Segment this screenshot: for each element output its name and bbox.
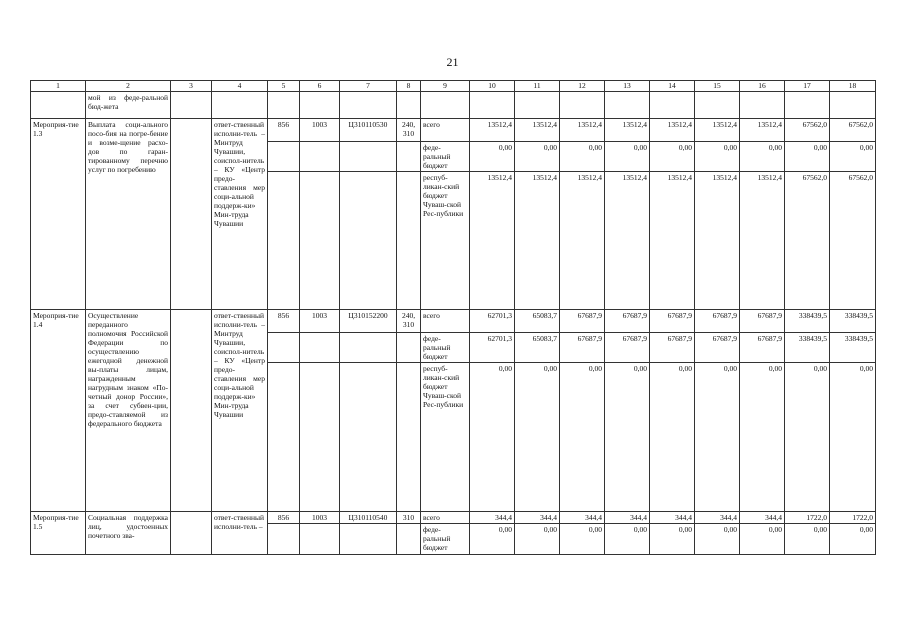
vr-code: 240, 310	[397, 119, 421, 142]
csr-code: Ц310110530	[340, 119, 397, 142]
column-number: 3	[171, 81, 212, 92]
value-cell: 67687,9	[695, 310, 740, 333]
value-cell: 67562,0	[830, 172, 876, 310]
column-number: 17	[785, 81, 830, 92]
funding-source: феде-ральный бюджет	[421, 142, 470, 172]
value-cell: 0,00	[470, 363, 515, 512]
column-number: 2	[86, 81, 171, 92]
value-cell: 65083,7	[515, 333, 560, 363]
vr-code: 240, 310	[397, 310, 421, 333]
value-cell: 67687,9	[650, 333, 695, 363]
value-cell: 344,4	[650, 512, 695, 524]
value-cell: 0,00	[785, 142, 830, 172]
executor: ответ-ственный исполни-тель –	[212, 512, 268, 555]
event-block-1-4	[31, 310, 876, 512]
column-number: 15	[695, 81, 740, 92]
table-row	[31, 512, 876, 524]
column-number: 1	[31, 81, 86, 92]
empty-cell	[171, 119, 212, 310]
value-cell: 13512,4	[695, 119, 740, 142]
funding-source: всего	[421, 310, 470, 333]
executor: ответ-ственный исполни-тель – Минтруд Чувашии, соиспол-нитель – КУ «Центр предо-ставления мер соци-альной поддерж-ки» Мин-труда Чувашии	[212, 310, 268, 512]
value-cell: 0,00	[470, 524, 515, 555]
value-cell: 344,4	[740, 512, 785, 524]
budget-table	[30, 80, 876, 555]
funding-source: респуб-ликан-ский бюджет Чуваш-ской Рес-публики	[421, 172, 470, 310]
value-cell: 0,00	[695, 142, 740, 172]
event-block-1-5	[31, 512, 876, 555]
value-cell: 338439,5	[830, 333, 876, 363]
grbs-code: 856	[268, 512, 300, 524]
value-cell: 67562,0	[830, 119, 876, 142]
csr-code: Ц310110540	[340, 512, 397, 524]
column-number: 7	[340, 81, 397, 92]
value-cell: 0,00	[785, 524, 830, 555]
value-cell: 67687,9	[695, 333, 740, 363]
funding-source: респуб-ликан-ский бюджет Чуваш-ской Рес-публики	[421, 363, 470, 512]
continuation-row	[31, 92, 876, 119]
value-cell: 0,00	[605, 142, 650, 172]
value-cell: 13512,4	[650, 172, 695, 310]
event-number: Мероприя-тие 1.5	[31, 512, 86, 555]
event-block-1-3	[31, 119, 876, 310]
column-number: 13	[605, 81, 650, 92]
value-cell: 344,4	[560, 512, 605, 524]
value-cell: 67687,9	[560, 310, 605, 333]
rzpr-code: 1003	[300, 119, 340, 142]
value-cell: 344,4	[605, 512, 650, 524]
value-cell: 0,00	[605, 524, 650, 555]
empty-cell	[171, 310, 212, 512]
value-cell: 13512,4	[650, 119, 695, 142]
table-row	[31, 310, 876, 333]
value-cell: 13512,4	[695, 172, 740, 310]
value-cell: 67687,9	[740, 333, 785, 363]
value-cell: 13512,4	[470, 119, 515, 142]
empty-cell	[171, 512, 212, 555]
column-number: 14	[650, 81, 695, 92]
column-number: 10	[470, 81, 515, 92]
value-cell: 338439,5	[785, 310, 830, 333]
column-number-row	[31, 81, 876, 92]
column-number: 5	[268, 81, 300, 92]
value-cell: 0,00	[650, 142, 695, 172]
executor: ответ-ственный исполни-тель – Минтруд Чувашии, соиспол-нитель – КУ «Центр предо-ставления мер соци-альной поддерж-ки» Мин-труда Чувашии	[212, 119, 268, 310]
value-cell: 67687,9	[605, 333, 650, 363]
value-cell: 13512,4	[740, 172, 785, 310]
value-cell: 0,00	[605, 363, 650, 512]
column-number: 12	[560, 81, 605, 92]
value-cell: 1722,0	[785, 512, 830, 524]
grbs-code: 856	[268, 310, 300, 333]
value-cell: 13512,4	[560, 119, 605, 142]
value-cell: 67562,0	[785, 119, 830, 142]
value-cell: 344,4	[515, 512, 560, 524]
table-row	[31, 119, 876, 142]
value-cell: 344,4	[470, 512, 515, 524]
value-cell: 67687,9	[560, 333, 605, 363]
value-cell: 0,00	[695, 363, 740, 512]
funding-source: всего	[421, 119, 470, 142]
funding-source: феде-ральный бюджет	[421, 524, 470, 555]
value-cell: 338439,5	[785, 333, 830, 363]
value-cell: 0,00	[830, 142, 876, 172]
funding-source: феде-ральный бюджет	[421, 333, 470, 363]
rzpr-code: 1003	[300, 310, 340, 333]
column-number: 18	[830, 81, 876, 92]
value-cell: 0,00	[515, 363, 560, 512]
value-cell: 0,00	[830, 363, 876, 512]
value-cell: 0,00	[515, 142, 560, 172]
value-cell: 338439,5	[830, 310, 876, 333]
value-cell: 13512,4	[740, 119, 785, 142]
value-cell: 0,00	[740, 142, 785, 172]
value-cell: 13512,4	[605, 119, 650, 142]
value-cell: 13512,4	[470, 172, 515, 310]
value-cell: 65083,7	[515, 310, 560, 333]
value-cell: 67562,0	[785, 172, 830, 310]
value-cell: 67687,9	[650, 310, 695, 333]
event-number: Мероприя-тие 1.4	[31, 310, 86, 512]
value-cell: 62701,3	[470, 333, 515, 363]
value-cell: 0,00	[515, 524, 560, 555]
value-cell: 0,00	[650, 363, 695, 512]
value-cell: 0,00	[830, 524, 876, 555]
column-number: 16	[740, 81, 785, 92]
column-number: 8	[397, 81, 421, 92]
value-cell: 1722,0	[830, 512, 876, 524]
value-cell: 13512,4	[515, 172, 560, 310]
value-cell: 13512,4	[560, 172, 605, 310]
column-number: 11	[515, 81, 560, 92]
value-cell: 13512,4	[515, 119, 560, 142]
event-name: мой из феде-ральной бюд-жета	[86, 92, 171, 119]
column-number: 4	[212, 81, 268, 92]
event-name: Осуществление переданного полномочия Российской Федерации по осуществлению ежегодной денежной вы-платы лицам, награжденным нагрудным знаком «По-четный донор России», за счет субвен-ции, предо-ставляемой из федерального бюджета	[86, 310, 171, 512]
value-cell: 62701,3	[470, 310, 515, 333]
grbs-code: 856	[268, 119, 300, 142]
event-name: Выплата соци-ального посо-бия на погре-бение и возме-щение расхо-дов по гаран-тированному перечню услуг по погребению	[86, 119, 171, 310]
column-number: 9	[421, 81, 470, 92]
value-cell: 0,00	[650, 524, 695, 555]
value-cell: 67687,9	[605, 310, 650, 333]
page-number: 21	[446, 55, 459, 69]
value-cell: 13512,4	[605, 172, 650, 310]
csr-code: Ц310152200	[340, 310, 397, 333]
value-cell: 0,00	[740, 363, 785, 512]
value-cell: 67687,9	[740, 310, 785, 333]
rzpr-code: 1003	[300, 512, 340, 524]
column-number: 6	[300, 81, 340, 92]
event-name: Социальная поддержка лиц, удостоенных почетного зва-	[86, 512, 171, 555]
event-number: Мероприя-тие 1.3	[31, 119, 86, 310]
value-cell: 0,00	[740, 524, 785, 555]
value-cell: 0,00	[785, 363, 830, 512]
vr-code: 310	[397, 512, 421, 524]
funding-source: всего	[421, 512, 470, 524]
value-cell: 0,00	[560, 524, 605, 555]
value-cell: 0,00	[695, 524, 740, 555]
value-cell: 344,4	[695, 512, 740, 524]
value-cell: 0,00	[560, 363, 605, 512]
value-cell: 0,00	[470, 142, 515, 172]
value-cell: 0,00	[560, 142, 605, 172]
